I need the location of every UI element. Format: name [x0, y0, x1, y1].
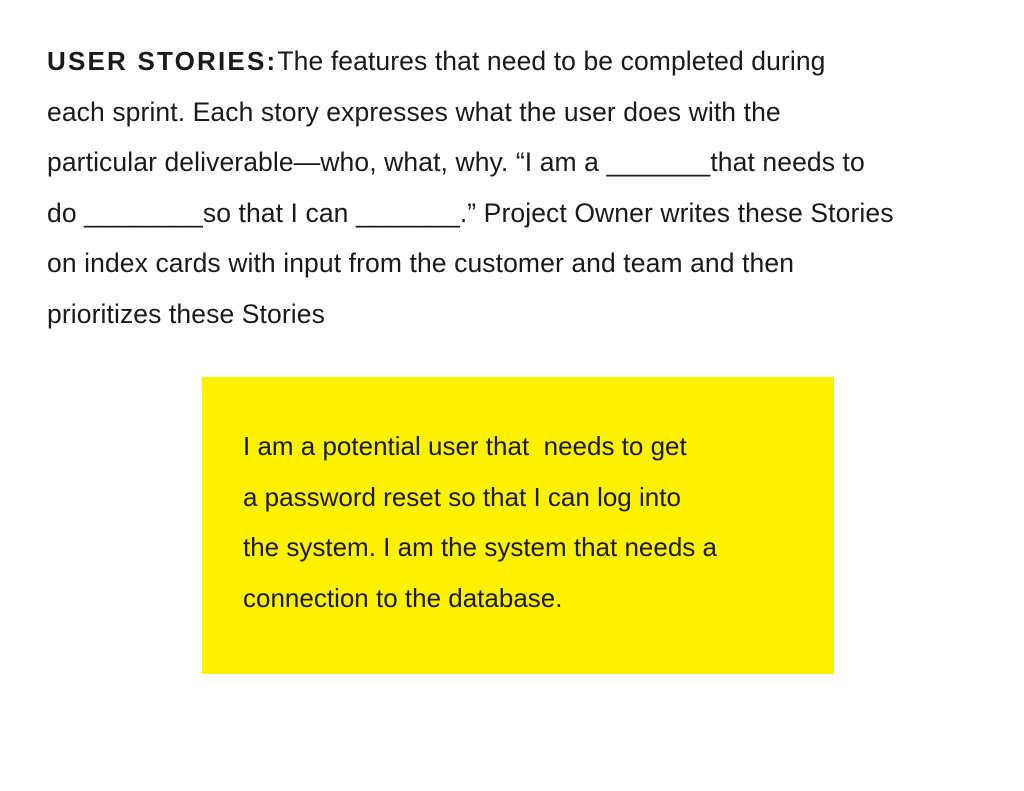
story-text-line: connection to the database.: [243, 582, 563, 613]
definition-text-line: particular deliverable—who, what, why. “I am a _______that needs to: [47, 147, 865, 177]
definition-text-line: The features that need to be completed during: [277, 46, 826, 76]
definition-text-line: do ________so that I can _______.” Project Owner writes these Stories: [47, 197, 894, 228]
story-text-line: a password reset so that I can log into: [243, 481, 681, 512]
example-story-text: [243, 421, 823, 623]
definition-text-line: on index cards with input from the customer and team and then: [47, 248, 795, 278]
definition-line-1: [47, 36, 977, 87]
user-stories-heading: USER STORIES:: [47, 46, 278, 76]
definition-text-line: prioritizes these Stories: [47, 298, 325, 329]
example-story-card: [202, 377, 834, 674]
user-stories-definition: [47, 36, 977, 339]
story-text-line: the system. I am the system that needs a: [243, 532, 717, 562]
story-text-line: I am a potential user that needs to get: [243, 431, 687, 461]
definition-text-line: each sprint. Each story expresses what the user does with the: [47, 96, 781, 127]
